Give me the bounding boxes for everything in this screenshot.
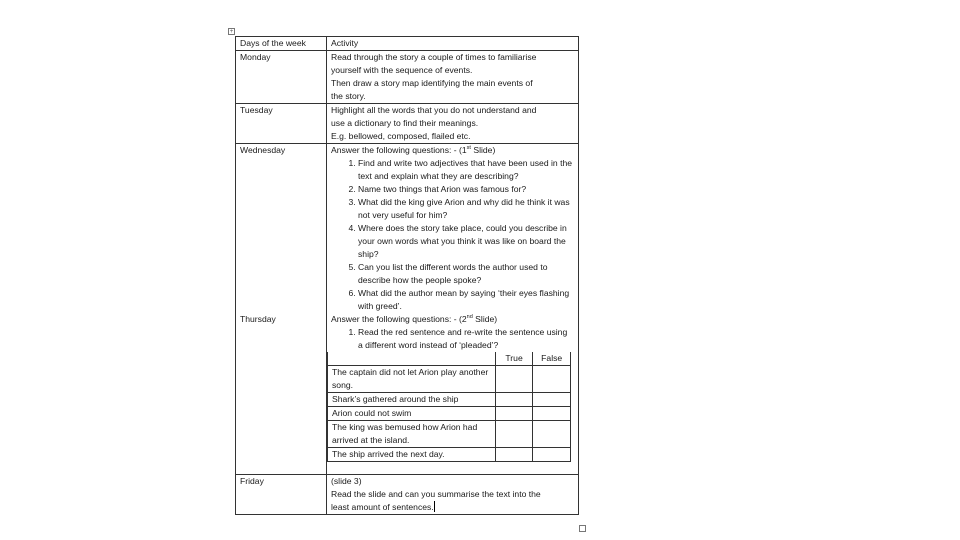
wednesday-activity <box>327 144 579 314</box>
friday-last-line: least amount of sentences. <box>331 502 434 512</box>
tf-statement: The ship arrived the next day. <box>328 448 496 462</box>
question-item: 4. Where does the story take place, could you describe in your own words what you think it was like on board the ship? <box>358 222 574 261</box>
tf-false-cell[interactable] <box>533 366 571 393</box>
tf-row <box>328 448 571 462</box>
monday-line: Then draw a story map identifying the main events of <box>331 78 533 88</box>
tf-row <box>328 393 571 407</box>
tuesday-line: Highlight all the words that you do not understand and <box>331 105 537 115</box>
header-row <box>236 37 579 51</box>
wednesday-row <box>236 144 579 314</box>
spacer <box>331 462 574 474</box>
tuesday-activity <box>327 104 579 144</box>
text-cursor <box>434 501 435 512</box>
thursday-activity <box>327 313 579 475</box>
tf-row <box>328 407 571 421</box>
thursday-questions <box>331 326 574 352</box>
tf-false-cell[interactable] <box>533 421 571 448</box>
tf-header-row <box>328 352 571 366</box>
friday-line: (slide 3) <box>331 476 362 486</box>
tf-statement: Shark’s gathered around the ship <box>328 393 496 407</box>
wednesday-intro: Answer the following questions: - (1st Slide) <box>331 145 496 155</box>
monday-line: the story. <box>331 91 366 101</box>
table-move-handle[interactable]: + <box>229 29 234 35</box>
header-days: Days of the week <box>236 37 327 51</box>
friday-line: Read the slide and can you summarise the text into the <box>331 489 541 499</box>
tf-true-cell[interactable] <box>495 393 533 407</box>
thursday-intro: Answer the following questions: - (2nd Slide) <box>331 314 498 324</box>
thursday-label: Thursday <box>236 313 327 475</box>
tf-true-cell[interactable] <box>495 448 533 462</box>
monday-label: Monday <box>236 51 327 104</box>
tuesday-label: Tuesday <box>236 104 327 144</box>
tf-statement: The king was bemused how Arion had arrived at the island. <box>328 421 496 448</box>
true-false-table <box>327 352 571 462</box>
question-item: 1. Find and write two adjectives that have been used in the text and explain what they are describing? <box>358 157 574 183</box>
tuesday-line: use a dictionary to find their meanings. <box>331 118 479 128</box>
friday-activity[interactable] <box>327 475 579 515</box>
question-item: 1. Read the red sentence and re-write the sentence using a different word instead of ‘pleaded’? <box>358 326 574 352</box>
tf-statement: The captain did not let Arion play another song. <box>328 366 496 393</box>
wednesday-questions <box>331 157 574 313</box>
tf-header-blank <box>328 352 496 366</box>
tf-header-true: True <box>495 352 533 366</box>
thursday-row <box>236 313 579 475</box>
question-item: 3. What did the king give Arion and why did he think it was not very useful for him? <box>358 196 574 222</box>
header-activity: Activity <box>327 37 579 51</box>
monday-row <box>236 51 579 104</box>
question-item: 6. What did the author mean by saying ‘their eyes flashing with greed’. <box>358 287 574 313</box>
tf-statement: Arion could not swim <box>328 407 496 421</box>
tf-row <box>328 366 571 393</box>
monday-line: yourself with the sequence of events. <box>331 65 473 75</box>
tf-false-cell[interactable] <box>533 393 571 407</box>
monday-line: Read through the story a couple of times to familiarise <box>331 52 537 62</box>
question-item: 5. Can you list the different words the author used to describe how the people spoke? <box>358 261 574 287</box>
wednesday-label: Wednesday <box>236 144 327 314</box>
question-item: 2. Name two things that Arion was famous for? <box>358 183 574 196</box>
friday-label: Friday <box>236 475 327 515</box>
tf-false-cell[interactable] <box>533 448 571 462</box>
tf-header-false: False <box>533 352 571 366</box>
tf-true-cell[interactable] <box>495 421 533 448</box>
tf-true-cell[interactable] <box>495 366 533 393</box>
table-resize-handle[interactable] <box>579 525 586 532</box>
tuesday-row <box>236 104 579 144</box>
weekly-activity-table <box>235 36 579 515</box>
friday-row <box>236 475 579 515</box>
tf-row <box>328 421 571 448</box>
tf-true-cell[interactable] <box>495 407 533 421</box>
tf-false-cell[interactable] <box>533 407 571 421</box>
monday-activity <box>327 51 579 104</box>
tuesday-line: E.g. bellowed, composed, flailed etc. <box>331 131 471 141</box>
